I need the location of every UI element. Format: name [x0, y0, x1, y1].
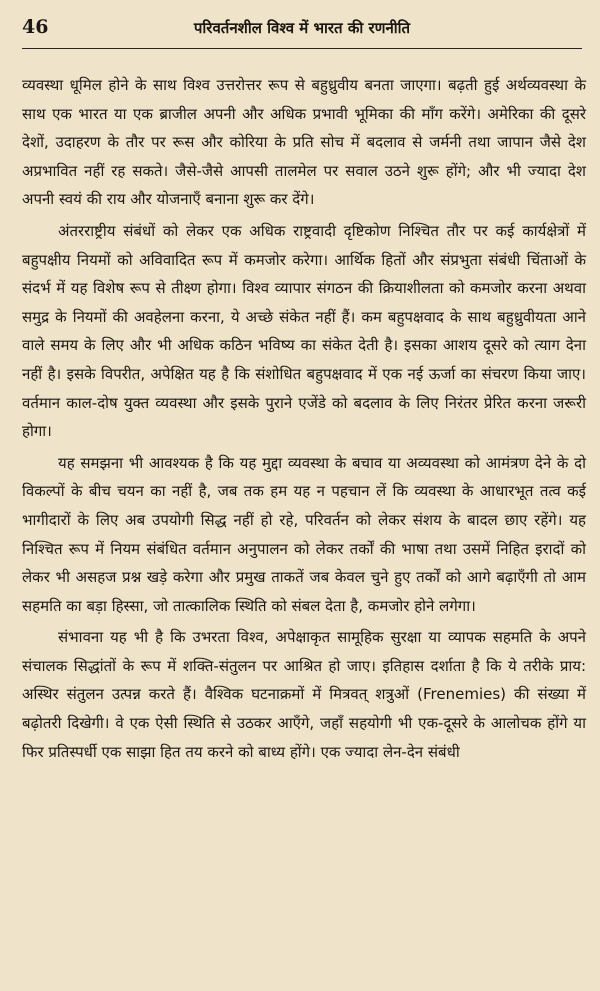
paragraph-4: संभावना यह भी है कि उभरता विश्व, अपेक्षाकृत सामूहिक सुरक्षा या व्यापक सहमति के अपने संचालक सिद्धांतों के रूप में शक्ति-संतुलन पर आश्रित हो जाए। इतिहास दर्शाता है कि ये तरीके प्राय: अस्थिर संतुलन उत्पन्न करते हैं। वैश्विक घटनाक्रमों में मित्रवत् शत्रुओं (Frenemies) की संख्या में बढ़ोतरी दिखेगी। वे एक ऐसी स्थिति से उठकर आएँगे, जहाँ सहयोगी भी एक-दूसरे के आलोचक होंगे या फिर प्रतिस्पर्धी एक साझा हित तय करने को बाध्य होंगे। एक ज्यादा लेन-देन संबंधी	[22, 628, 586, 761]
page-number: 46	[22, 16, 49, 38]
paragraph-2: अंतरराष्ट्रीय संबंधों को लेकर एक अधिक राष्ट्रवादी दृष्टिकोण निश्चित तौर पर कई कार्यक्षेत्रों में बहुपक्षीय नियमों को अविवादित रूप में कमजोर करेगा। आर्थिक हितों और संप्रभुता संबंधी चिंताओं के संदर्भ में यह विशेष रूप से तीक्ष्ण होगा। विश्व व्यापार संगठन की क्रियाशीलता को कमजोर करना अथवा समुद्र के नियमों की अवहेलना करना, ये अच्छे संकेत नहीं हैं। कम बहुपक्षवाद के साथ बहुध्रुवीयता आने वाले समय के लिए और भी अधिक कठिन भविष्य का संकेत देती है। इसका आशय दूसरे को त्याग देना नहीं है। इसके विपरीत, अपेक्षित यह है कि संशोधित बहुपक्षवाद में एक नई ऊर्जा का संचरण किया जाए। वर्तमान काल-दोष युक्त व्यवस्था और इसके पुराने एजेंडे को बदलाव के लिए निरंतर प्रेरित करना जरूरी होगा।	[22, 221, 586, 441]
page-header	[22, 14, 582, 49]
paragraph-1: व्यवस्था धूमिल होने के साथ विश्व उत्तरोत्तर रूप से बहुध्रुवीय बनता जाएगा। बढ़ती हुई अर्थव्यवस्था के साथ एक भारत या एक ब्राजील अपनी और अधिक प्रभावी भूमिका की माँग करेंगे। अमेरिका की दूसरे देशों, उदाहरण के तौर पर रूस और कोरिया के प्रति सोच में बदलाव से जर्मनी तथा जापान जैसे देश अप्रभावित नहीं रह सकते। जैसे-जैसे आपसी तालमेल पर सवाल उठने शुरू होंगे; और भी ज्यादा देश अपनी स्वयं की राय और योजनाएँ बनाना शुरू कर देंगे।	[22, 76, 586, 209]
paragraph-3: यह समझना भी आवश्यक है कि यह मुद्दा व्यवस्था के बचाव या अव्यवस्था को आमंत्रण देने के दो विकल्पों के बीच चयन का नहीं है, जब तक हम यह न पहचान लें कि व्यवस्था के आधारभूत तत्व कई भागीदारों के लिए अब उपयोगी सिद्ध नहीं हो रहे, परिवर्तन को लेकर संशय के बादल छाए रहेंगे। यह निश्चित रूप में नियम संबंधित वर्तमान अनुपालन को लेकर तर्कों की भाषा तथा उसमें निहित इरादों को लेकर भी असहज प्रश्न खड़े करेगा और प्रमुख ताकतें जब केवल चुने हुए तर्कों को आगे बढ़ाएँगी तो आम सहमति का बड़ा हिस्सा, जो तात्कालिक स्थिति को संबल देता है, कमजोर होने लगेगा।	[22, 453, 586, 615]
running-title: परिवर्तनशील विश्व में भारत की रणनीति	[193, 19, 411, 37]
body-text	[22, 71, 586, 766]
